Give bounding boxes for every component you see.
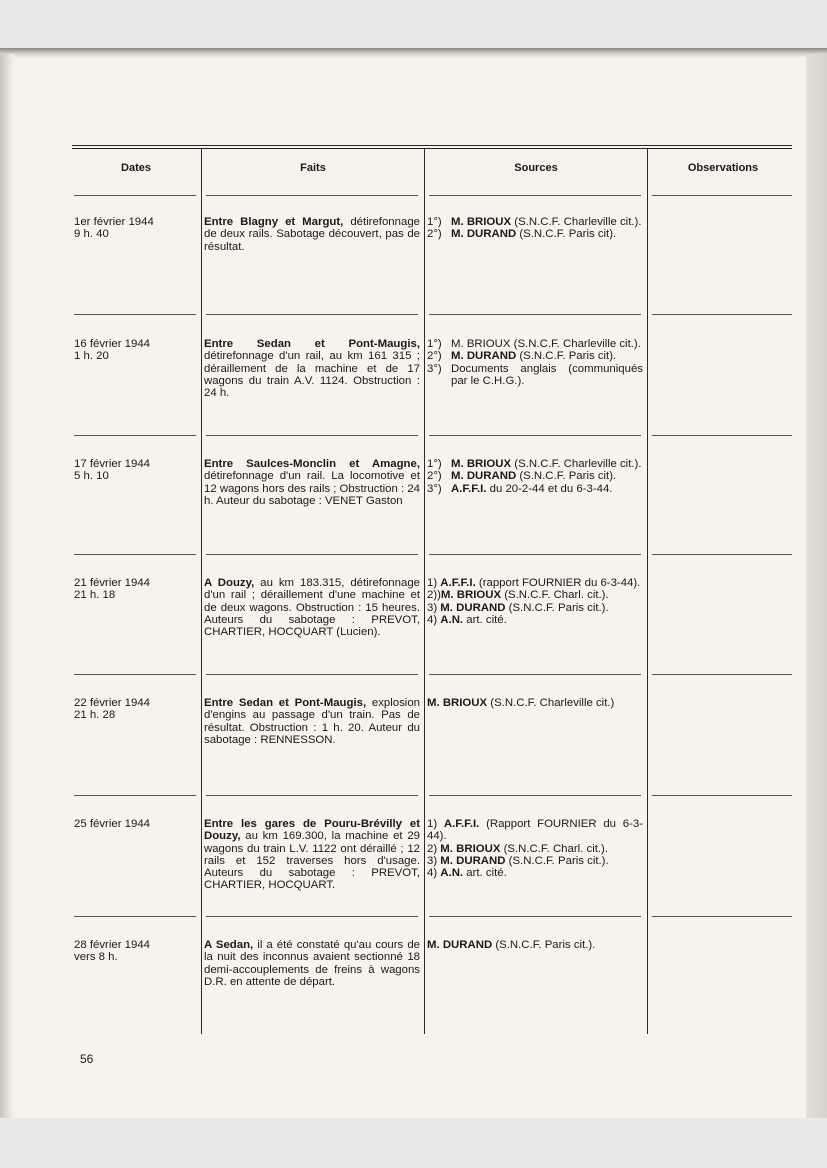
row-separator [429,314,641,315]
table-row-sources [427,338,643,387]
source-text: (S.N.C.F. Paris cit.). [505,854,609,867]
row-separator [652,674,792,675]
row-separator [652,916,792,917]
source-num: 4) [427,613,441,626]
row-separator [206,314,418,315]
table-row-fait [204,818,420,892]
source-name: M. BRIOUX [427,697,488,709]
row-separator [429,195,641,196]
source-name: A.F.F.I. [451,482,487,495]
source-name: A.N. [440,613,464,626]
date-text: 28 février 1944 [74,939,150,951]
fait-place: Entre Blagny et Margut, [204,216,344,228]
header-dates: Dates [121,162,151,174]
source-line [427,589,643,601]
source-text: M. BRIOUX (S.N.C.F. Charleville cit.). [451,338,641,350]
row-separator [206,435,418,436]
scan-left-shade [0,54,14,1118]
fait-text: explosion d'engins au passage d'un train. Pas de résultat. Obstruction : 1 h. 20. Auteur du sabotage : RENNESSON. [204,697,420,746]
source-name: M. BRIOUX [440,842,501,855]
source-name: M. DURAND [427,939,493,951]
column-divider [201,149,202,1034]
table-row-date [74,216,198,241]
source-name: M. DURAND [451,350,517,363]
source-line [427,350,643,362]
table-row-fait [204,697,420,746]
row-separator [74,314,196,315]
source-text: (S.N.C.F. Charleville cit.). [511,458,642,470]
scan-top-shadow [0,48,827,58]
source-line [427,867,643,879]
source-num: 1°) [427,216,442,228]
fait-text: détirefonnage d'un rail. La locomotive et 12 wagons hors des rails ; Obstruction : 24 h. Auteur du sabotage : VENET Gaston [204,470,420,507]
source-text: art. cité. [463,613,507,626]
fait-text: il a été constaté qu'au cours de la nuit des inconnus avaient sectionné 18 demi-accouplements de freins à wagons D.R. en attente de départ. [204,939,420,988]
fait-place: A Sedan, [204,939,254,951]
column-divider [424,149,425,1034]
source-text: (S.N.C.F. Paris cit). [516,228,617,241]
source-line [427,338,643,350]
source-text: (S.N.C.F. Charleville cit.). [511,216,642,228]
row-separator [74,554,196,555]
row-separator [206,195,418,196]
header-sources: Sources [514,162,558,174]
source-name: A.F.F.I. [440,577,476,589]
table-row-sources [427,939,643,951]
source-num: 2) [427,842,441,855]
source-name: M. BRIOUX [451,216,512,228]
source-name: M. DURAND [440,601,506,614]
source-num: 2°) [427,228,442,241]
row-separator [74,435,196,436]
row-separator [74,195,196,196]
source-text: du 20-2-44 et du 6-3-44. [486,482,613,495]
fait-text: détirefonnage d'un rail, au km 161 315 ; déraillement de la machine et de 17 wagons du train A.V. 1124. Obstruction : 24 h. [204,350,420,400]
fait-place: Entre Saulces-Monclin et Amagne, [204,458,420,470]
row-separator [429,554,641,555]
source-line [427,818,643,843]
source-name: M. DURAND [451,470,517,483]
table-row-sources [427,697,645,709]
time-text: 21 h. 18 [74,589,116,602]
source-name: M. BRIOUX [440,589,502,602]
source-num: 3) [427,854,441,867]
source-line [427,577,643,589]
source-text: art. cité. [463,867,507,880]
source-line [427,855,643,867]
source-name: A.N. [440,867,464,880]
source-num: 3) [427,601,441,614]
row-separator [206,674,418,675]
source-text: (S.N.C.F. Paris cit). [516,470,617,483]
table-row-date [74,939,198,964]
source-line [427,614,643,626]
fait-place: A Douzy, [204,577,255,589]
row-separator [652,314,792,315]
time-text: 5 h. 10 [74,470,109,483]
source-num: 2°) [427,350,442,363]
table-row-date [74,697,198,722]
header-faits: Faits [300,162,326,174]
source-num: 2)) [427,589,441,602]
row-separator [429,674,641,675]
source-line [427,843,643,855]
table-row-sources [427,577,643,626]
source-text: (S.N.C.F. Charleville cit.) [487,697,615,709]
source-text: Documents anglais (communiqués par le C.H.G.). [451,362,643,387]
row-separator [652,795,792,796]
source-num: 2°) [427,470,442,483]
source-num: 1°) [427,338,442,350]
source-line [427,363,643,388]
row-separator [429,916,641,917]
page-number: 56 [80,1052,94,1066]
column-divider [647,149,648,1034]
source-text: (Rapport FOURNIER du 6-3-44). [427,818,644,843]
source-text: (S.N.C.F. Charl. cit.). [501,589,609,602]
row-separator [429,435,641,436]
row-separator [652,554,792,555]
fait-text: détirefonnage de deux rails. Sabotage découvert, pas de résultat. [204,216,420,253]
row-separator [206,795,418,796]
time-text: 9 h. 40 [74,228,109,241]
source-line [427,602,643,614]
table-top-rule-2 [72,148,792,149]
source-text: (S.N.C.F. Paris cit.). [492,939,596,951]
source-line [427,470,643,482]
table-row-fait [204,216,420,253]
source-name: A.F.F.I. [443,818,480,830]
table-row-date [74,818,198,830]
source-text: (S.N.C.F. Charl. cit.). [500,842,609,855]
date-text: 21 février 1944 [74,577,150,589]
row-separator [652,435,792,436]
row-separator [74,674,196,675]
date-text: 17 février 1944 [74,458,150,470]
table-top-rule [72,145,792,146]
source-num: 4) [427,867,441,880]
table-row-date [74,458,198,483]
source-name: M. DURAND [440,854,506,867]
fait-place: Entre Sedan et Pont-Maugis, [204,697,367,709]
source-num: 1) [427,577,441,589]
table-row-sources [427,216,643,241]
source-line [427,483,643,495]
source-line [427,216,643,228]
row-separator [206,554,418,555]
date-text: 25 février 1944 [74,818,150,830]
fait-text: au km 183.315, détirefonnage d'un rail ; déraillement d'une machine et de deux wagons. Obstruction : 15 heures. Auteurs du sabotage : PREVOT, CHARTIER, HOCQUART (Lucien). [204,577,420,639]
source-num: 1) [427,818,444,830]
row-separator [74,916,196,917]
date-text: 1er février 1944 [74,216,154,228]
source-text: (rapport FOURNIER du 6-3-44). [475,577,641,589]
row-separator [206,916,418,917]
table-row-fait [204,458,420,507]
table-row-date [74,577,198,602]
row-separator [74,795,196,796]
source-text: (S.N.C.F. Paris cit.). [505,601,609,614]
source-line [427,458,643,470]
table-row-date [74,338,198,363]
table-row-sources [427,458,643,495]
table-row-fait [204,577,420,638]
date-text: 16 février 1944 [74,338,150,350]
source-name: M. DURAND [451,228,517,241]
fait-place: Entre Sedan et Pont-Maugis, [204,338,420,350]
table-row-sources [427,818,643,879]
source-num: 1°) [427,458,442,470]
row-separator [652,195,792,196]
table-row-fait [204,939,420,988]
date-text: 22 février 1944 [74,697,150,709]
time-text: 1 h. 20 [74,350,109,363]
header-observations: Observations [687,162,759,174]
source-line [427,228,643,240]
table-row-fait [204,338,420,399]
fait-place: Entre les gares de Pouru-Brévilly et Douzy, [204,818,420,843]
time-text: 21 h. 28 [74,709,116,722]
fait-text: au km 169.300, la machine et 29 wagons du train L.V. 1122 ont déraillé ; 12 rails et 152 traverses hors d'usage. Auteurs du sabotage : PREVOT, CHARTIER, HOCQUART. [204,830,420,892]
time-text: vers 8 h. [74,951,118,964]
source-text: (S.N.C.F. Paris cit). [516,350,617,363]
scan-right-edge [806,54,827,1118]
source-name: M. BRIOUX [451,458,512,470]
row-separator [429,795,641,796]
source-num: 3°) [427,482,442,495]
source-num: 3°) [427,362,442,375]
